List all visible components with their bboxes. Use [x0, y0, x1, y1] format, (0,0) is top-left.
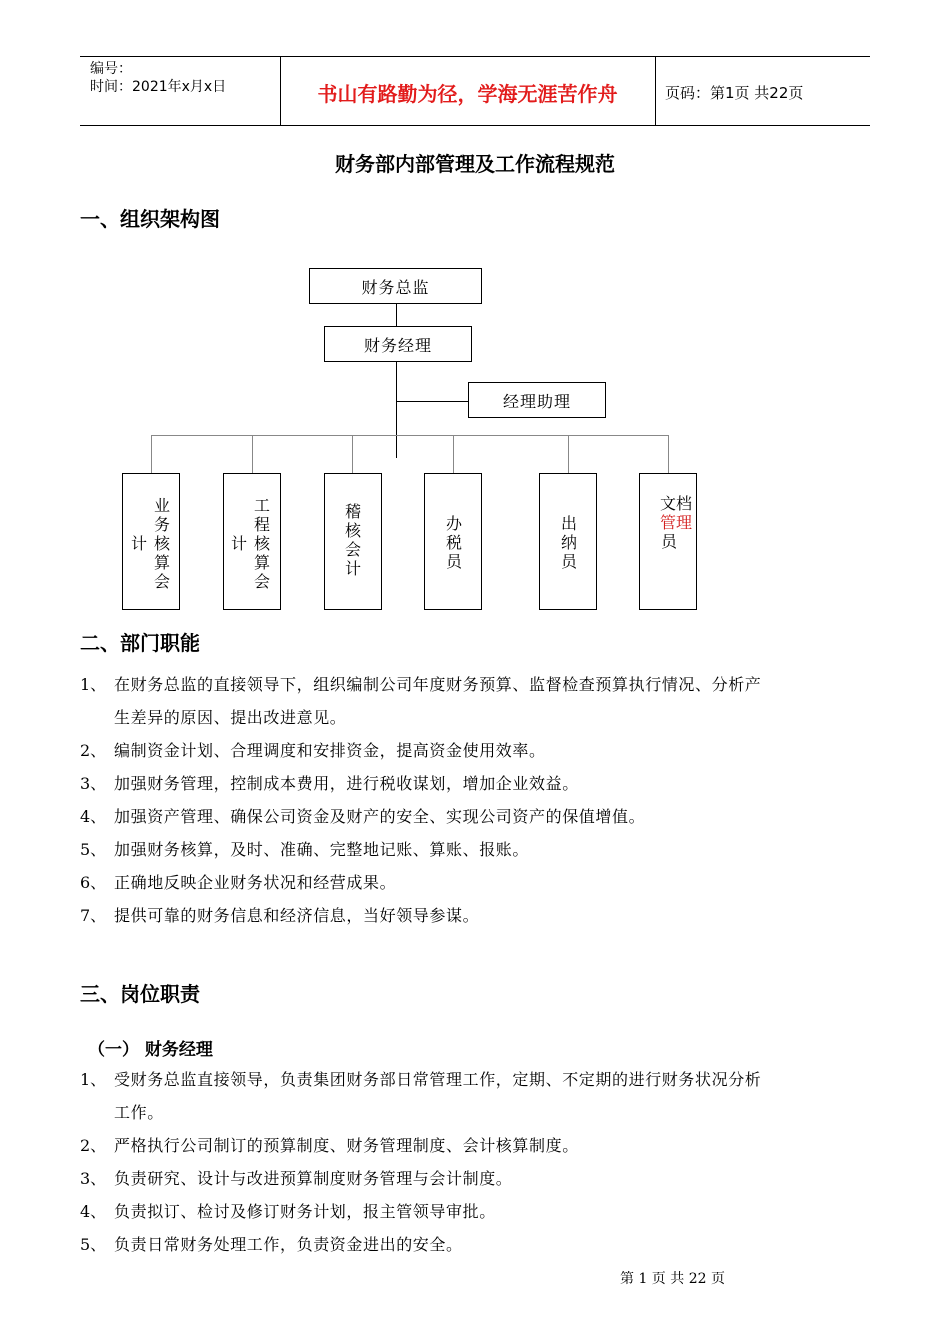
- org-connector: [568, 435, 569, 473]
- org-connector: [396, 401, 468, 402]
- org-label: 出 纳 员: [560, 514, 577, 571]
- list-item: [80, 1162, 880, 1195]
- list-number: 3、: [80, 1169, 107, 1188]
- org-box-business-accountant: [122, 473, 180, 610]
- list-number: 4、: [80, 1202, 107, 1221]
- list-item: [80, 899, 880, 932]
- org-box-audit-accountant: [324, 473, 382, 610]
- org-connector: [396, 362, 397, 458]
- org-box-assistant: [468, 382, 606, 418]
- list-number: 5、: [80, 840, 107, 859]
- org-label-part: 员: [660, 532, 677, 551]
- org-label-part-highlight: 管理: [660, 513, 693, 532]
- list-text: 加强财务管理，控制成本费用，进行税收谋划，增加企业效益。: [114, 774, 579, 793]
- list-item: [80, 767, 880, 800]
- org-connector: [453, 435, 454, 473]
- list-item: [80, 734, 880, 767]
- list-number: 3、: [80, 774, 107, 793]
- list-text: 加强财务核算，及时、准确、完整地记账、算账、报账。: [114, 840, 530, 859]
- list-text: 提供可靠的财务信息和经济信息，当好领导参谋。: [114, 906, 480, 925]
- list-item: [80, 833, 880, 866]
- list-text: 负责拟订、检讨及修订财务计划，报主管领导审批。: [114, 1202, 496, 1221]
- org-connector: [151, 435, 152, 473]
- time-label: 时间：2021年x月x日: [90, 79, 227, 95]
- header-page-label: 页码：第1页 共22页: [665, 84, 804, 102]
- list-text: 严格执行公司制订的预算制度、财务管理制度、会计核算制度。: [114, 1136, 579, 1155]
- list-number: 4、: [80, 807, 107, 826]
- section-heading-functions: 二、部门职能: [80, 631, 200, 655]
- list-item: [80, 1228, 880, 1261]
- section-heading-org: 一、组织架构图: [80, 207, 220, 231]
- page-footer: 第 1 页 共 22 页: [620, 1271, 725, 1287]
- org-connector: [252, 435, 253, 473]
- org-connector: [396, 304, 397, 326]
- org-box-engineering-accountant: [223, 473, 281, 610]
- list-text-continued: 生差异的原因、提出改进意见。: [114, 708, 347, 727]
- org-box-manager: [324, 326, 472, 362]
- org-box-tax-clerk: [424, 473, 482, 610]
- list-text: 受财务总监直接领导，负责集团财务部日常管理工作，定期、不定期的进行财务状况分析: [114, 1070, 762, 1089]
- list-number: 7、: [80, 906, 107, 925]
- org-connector: [352, 435, 353, 473]
- list-text: 负责研究、设计与改进预算制度财务管理与会计制度。: [114, 1169, 513, 1188]
- header-meta: [90, 60, 226, 96]
- org-label: 计: [230, 534, 247, 553]
- header-motto: 书山有路勤为径，学海无涯苦作舟: [317, 82, 618, 106]
- list-text: 在财务总监的直接领导下，组织编制公司年度财务预算、监督检查预算执行情况、分析产: [114, 675, 762, 694]
- list-number: 2、: [80, 1136, 107, 1155]
- list-number: 6、: [80, 873, 107, 892]
- list-text-continued: 工作。: [114, 1103, 164, 1122]
- org-label-part: 文档: [660, 494, 693, 513]
- org-label: [660, 494, 693, 551]
- list-number: 1、: [80, 675, 107, 694]
- list-item: [80, 1129, 880, 1162]
- org-label: 稽 核 会 计: [344, 502, 361, 578]
- org-connector: [668, 435, 669, 473]
- org-box-director: [309, 268, 482, 304]
- org-label: 经理助理: [502, 391, 571, 411]
- org-label: 财务总监: [361, 277, 430, 297]
- org-box-cashier: [539, 473, 597, 610]
- document-title: 财务部内部管理及工作流程规范: [335, 152, 615, 176]
- list-text: 负责日常财务处理工作，负责资金进出的安全。: [114, 1235, 463, 1254]
- section-heading-duties: 三、岗位职责: [80, 982, 200, 1006]
- document-header: [80, 56, 870, 126]
- list-item: [80, 800, 880, 833]
- list-text: 加强资产管理、确保公司资金及财产的安全、实现公司资产的保值增值。: [114, 807, 646, 826]
- org-label: 计: [130, 534, 147, 553]
- header-divider: [655, 57, 656, 125]
- serial-label: 编号：: [90, 61, 132, 77]
- org-box-archivist: [639, 473, 697, 610]
- list-item: [80, 668, 880, 734]
- org-label: 工 程 核 算 会: [253, 496, 270, 591]
- list-text: 编制资金计划、合理调度和安排资金，提高资金使用效率。: [114, 741, 546, 760]
- list-number: 1、: [80, 1070, 107, 1089]
- list-number: 5、: [80, 1235, 107, 1254]
- list-text: 正确地反映企业财务状况和经营成果。: [114, 873, 397, 892]
- list-number: 2、: [80, 741, 107, 760]
- subsection-heading: （一） 财务经理: [88, 1040, 213, 1060]
- list-item: [80, 866, 880, 899]
- org-label: 财务经理: [363, 335, 432, 355]
- list-item: [80, 1063, 880, 1129]
- org-connector: [151, 435, 668, 436]
- list-item: [80, 1195, 880, 1228]
- org-label: 办 税 员: [445, 514, 462, 571]
- org-label: 业 务 核 算 会: [153, 496, 170, 591]
